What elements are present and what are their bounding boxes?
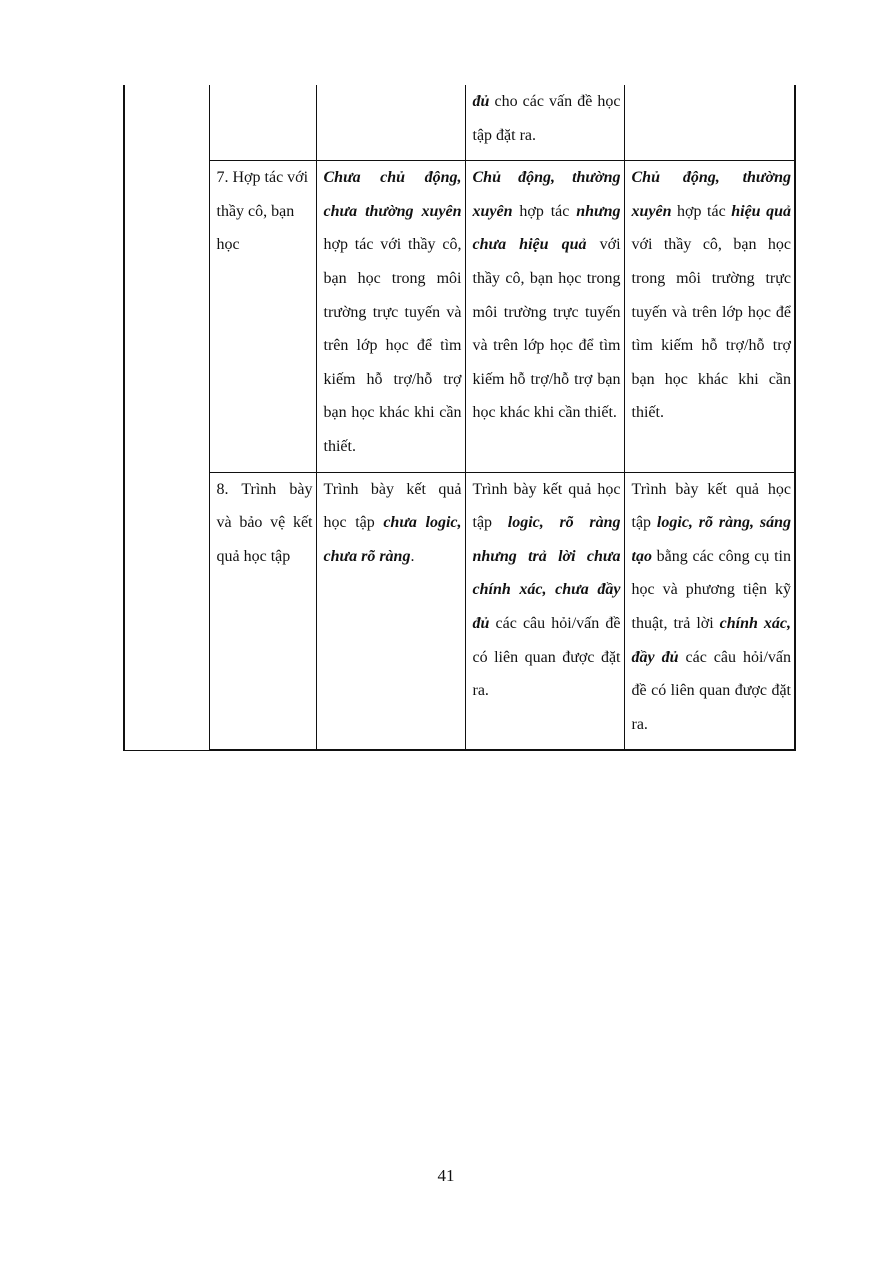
cell-text: [324, 481, 462, 565]
body-text: Trình bày kết quả học tập: [323, 480, 462, 532]
rubric-table: [123, 85, 796, 751]
level2-cell: [465, 161, 624, 472]
body-text: bằng các công cụ tin học và phương tiện kỹ thuật, trả lời: [631, 547, 791, 632]
level1-cell: [316, 85, 465, 161]
body-text: cho các vấn đề học tập đặt ra.: [472, 93, 621, 144]
body-text: các câu hỏi/vấn đề có liên quan được đặt ra.: [631, 648, 791, 733]
body-text: các câu hỏi/vấn đề có liên quan được đặt ra.: [472, 614, 621, 700]
criterion-cell: [209, 85, 316, 161]
cell-text: [632, 169, 792, 421]
emphasis-text: Chủ động, thường xuyên: [472, 169, 621, 220]
emphasis-text: đủ: [472, 93, 490, 110]
level3-cell: [624, 472, 795, 750]
cell-text: [473, 169, 621, 421]
level3-cell: [624, 85, 795, 161]
page-number: 41: [437, 1166, 455, 1185]
body-text: Trình bày kết quả học tập: [472, 480, 621, 532]
emphasis-text: logic, rõ ràng, sáng tạo: [631, 514, 792, 565]
emphasis-text: nhưng chưa hiệu quả: [472, 202, 621, 254]
level2-cell: [465, 472, 624, 750]
cell-text: [324, 169, 462, 455]
emphasis-text: Chủ động, thường xuyên: [631, 169, 791, 220]
emphasis-text: Chưa chủ động, chưa thường xuyên: [323, 169, 462, 220]
emphasis-text: logic, rõ ràng nhưng trả lời chưa chính xác, chưa đầy đủ: [472, 514, 621, 632]
table-row-presentation: [124, 472, 795, 750]
level1-cell: [316, 472, 465, 750]
level2-cell: [465, 85, 624, 161]
group-cell: [124, 85, 209, 750]
body-text: với thầy cô, bạn học trong môi trường trực tuyến và trên lớp học để tìm kiếm hỗ trợ/hỗ trợ bạn học khác khi cần thiết.: [472, 236, 621, 422]
criterion-cell: 7. Hợp tác với thầy cô, bạn học: [209, 161, 316, 472]
cell-text: [473, 93, 621, 144]
body-text: hợp tác: [671, 202, 732, 220]
level1-cell: [316, 161, 465, 472]
body-text: với thầy cô, bạn học trong môi trường trực tuyến và trên lớp học để tìm kiếm hỗ trợ/hỗ trợ bạn học khác khi cần thiết.: [631, 236, 791, 422]
cell-text: [473, 481, 621, 700]
emphasis-text: chính xác, đầy đủ: [631, 614, 791, 666]
emphasis-text: hiệu quả: [731, 202, 791, 220]
body-text: Trình bày kết quả học tập: [631, 480, 791, 532]
body-text: .: [410, 547, 415, 565]
cell-text: [632, 481, 792, 733]
table-row-collaboration: [124, 161, 795, 472]
criterion-cell: 8. Trình bày và bảo vệ kết quả học tập: [209, 472, 316, 750]
body-text: hợp tác: [512, 202, 577, 220]
table-row-continued: [124, 85, 795, 161]
body-text: hợp tác với thầy cô, bạn học trong môi trường trực tuyến và trên lớp học để tìm kiếm hỗ trợ/hỗ trợ bạn học khác khi cần thiết.: [323, 236, 462, 455]
emphasis-text: chưa logic, chưa rõ ràng: [323, 514, 462, 565]
level3-cell: [624, 161, 795, 472]
